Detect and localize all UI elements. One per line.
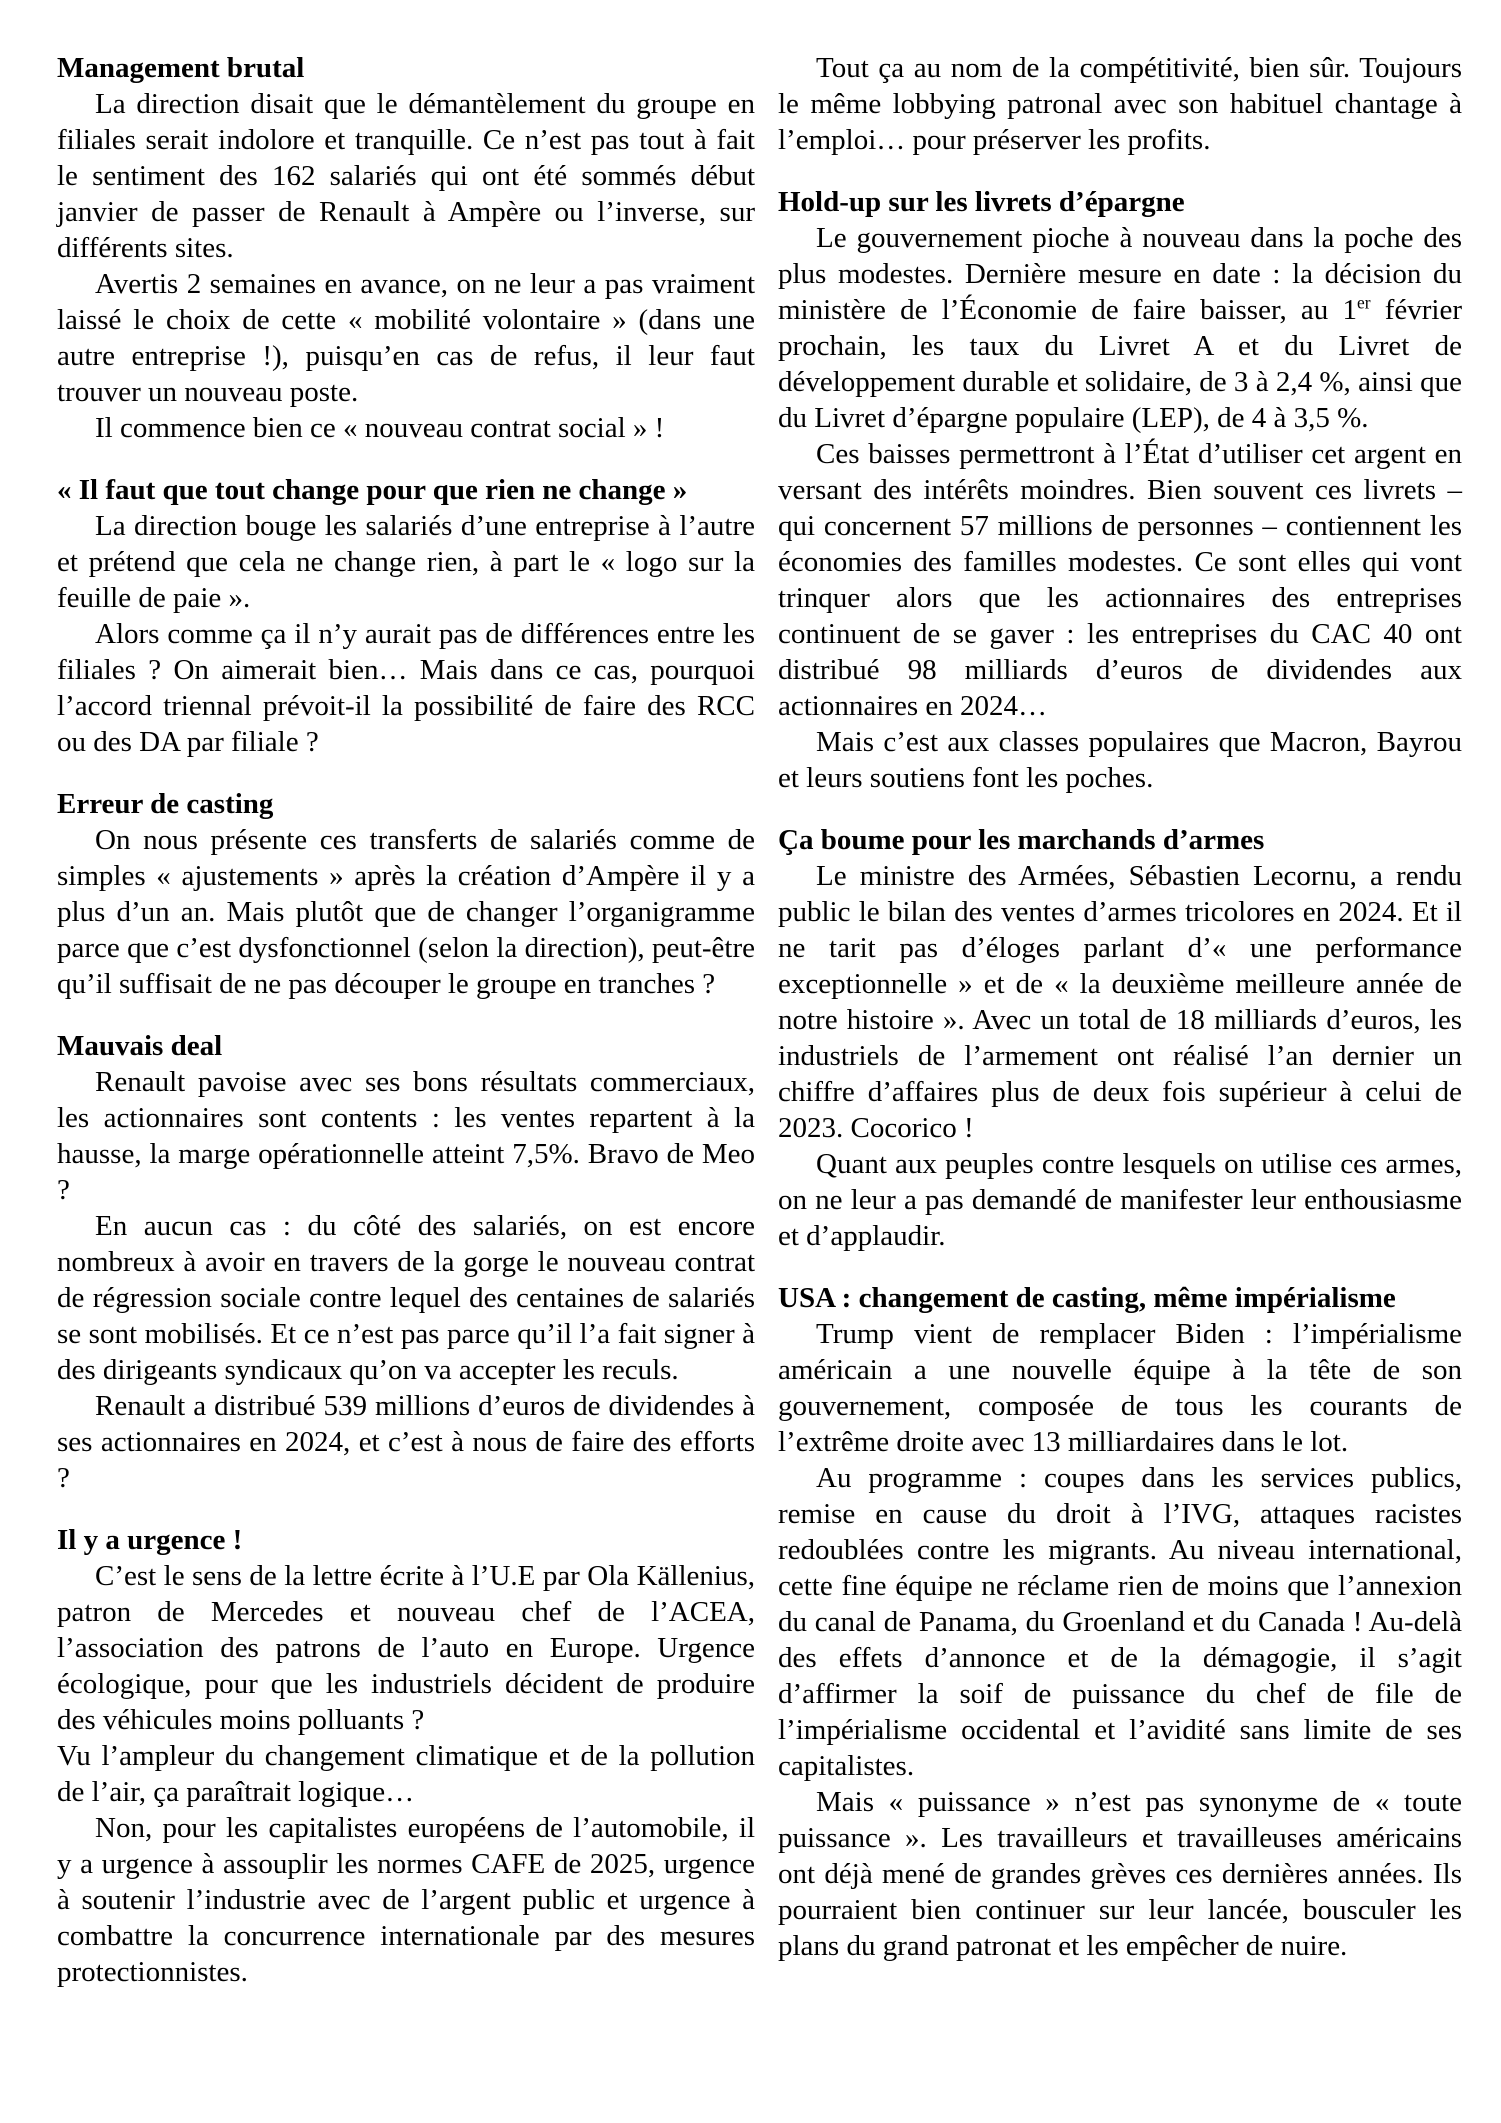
section-usa-changement-casting <box>778 1280 1462 1964</box>
paragraph: Tout ça au nom de la compétitivité, bien sûr. Toujours le même lobbying patronal avec son habituel chantage à l’emploi… pour préserver les profits. <box>778 52 1462 156</box>
section-ca-boume-marchands-armes <box>778 822 1462 1254</box>
paragraph: Il commence bien ce « nouveau contrat social » ! <box>95 412 665 444</box>
section-il-faut-que-tout-change <box>57 472 755 760</box>
section-heading: Hold-up sur les livrets d’épargne <box>778 186 1185 218</box>
section-hold-up-livrets-epargne <box>778 184 1462 796</box>
right-column <box>778 50 1462 2083</box>
section-heading: Erreur de casting <box>57 788 274 820</box>
section-heading: Il y a urgence ! <box>57 1524 243 1556</box>
paragraph: Non, pour les capitalistes européens de l’automobile, il y a urgence à assouplir les normes CAFE de 2025, urgence à soutenir l’industrie avec de l’argent public et urgence à combattre la concurrence internationale par des mesures protectionnistes. <box>57 1812 755 1988</box>
paragraph: Au programme : coupes dans les services publics, remise en cause du droit à l’IVG, attaques racistes redoublées contre les migrants. Au niveau international, cette fine équipe ne réclame rien de moins que l’annexion du canal de Panama, du Groenland et du Canada ! Au-delà des effets d’annonce et de la démagogie, il s’agit d’affirmer la soif de puissance du chef de file de l’impérialisme occidental et l’avidité sans limite de ses capitalistes. <box>778 1462 1462 1782</box>
paragraph: Mais c’est aux classes populaires que Macron, Bayrou et leurs soutiens font les poches. <box>778 726 1462 794</box>
paragraph: C’est le sens de la lettre écrite à l’U.E par Ola Källenius, patron de Mercedes et nouveau chef de l’ACEA, l’association des patrons de l’auto en Europe. Urgence écologique, pour que les industriels décident de produire des véhicules moins polluants ? <box>57 1560 755 1736</box>
paragraph-text-before-superscript: Le gouvernement pioche à nouveau dans la poche des plus modestes. Dernière mesure en date : la décision du ministère de l’Économie de faire baisser, au 1 <box>778 222 1462 326</box>
paragraph: Avertis 2 semaines en avance, on ne leur a pas vraiment laissé le choix de cette « mobilité volontaire » (dans une autre entreprise !), puisqu’en cas de refus, il leur faut trouver un nouveau poste. <box>57 268 755 408</box>
paragraph: Trump vient de remplacer Biden : l’impérialisme américain a une nouvelle équipe à la tête de son gouvernement, composée de tous les courants de l’extrême droite avec 13 milliardaires dans le lot. <box>778 1318 1462 1458</box>
section-heading: Mauvais deal <box>57 1030 223 1062</box>
section-competitivite-intro <box>778 50 1462 158</box>
section-management-brutal <box>57 50 755 446</box>
paragraph <box>778 220 1462 436</box>
paragraph: Mais « puissance » n’est pas synonyme de « toute puissance ». Les travailleurs et travailleuses américains ont déjà mené de grandes grèves ces dernières années. Ils pourraient bien continuer sur leur lancée, bousculer les plans du grand patronat et les empêcher de nuire. <box>778 1786 1462 1962</box>
paragraph: Quant aux peuples contre lesquels on utilise ces armes, on ne leur a pas demandé de manifester leur enthousiasme et d’applaudir. <box>778 1148 1462 1252</box>
paragraph: Le ministre des Armées, Sébastien Lecornu, a rendu public le bilan des ventes d’armes tricolores en 2024. Et il ne tarit pas d’éloges parlant d’« une performance exceptionnelle » et de « la deuxième meilleure année de notre histoire ». Avec un total de 18 milliards d’euros, les industriels de l’armement ont réalisé l’an dernier un chiffre d’affaires plus de deux fois supérieur à celui de 2023. Cocorico ! <box>778 860 1462 1144</box>
section-heading: USA : changement de casting, même impérialisme <box>778 1282 1396 1314</box>
section-heading: Ça boume pour les marchands d’armes <box>778 824 1265 856</box>
section-heading: « Il faut que tout change pour que rien ne change » <box>57 474 688 506</box>
paragraph: Vu l’ampleur du changement climatique et de la pollution de l’air, ça paraîtrait logique… <box>57 1740 755 1808</box>
section-il-y-a-urgence <box>57 1522 755 1990</box>
paragraph: Alors comme ça il n’y aurait pas de différences entre les filiales ? On aimerait bien… Mais dans ce cas, pourquoi l’accord triennal prévoit-il la possibilité de faire des RCC ou des DA par filiale ? <box>57 618 755 758</box>
paragraph: Renault a distribué 539 millions d’euros de dividendes à ses actionnaires en 2024, et c’est à nous de faire des efforts ? <box>57 1390 755 1494</box>
paragraph: On nous présente ces transferts de salariés comme de simples « ajustements » après la création d’Ampère il y a plus d’un an. Mais plutôt que de changer l’organigramme parce que c’est dysfonctionnel (selon la direction), peut-être qu’il suffisait de ne pas découper le groupe en tranches ? <box>57 824 755 1000</box>
paragraph: Ces baisses permettront à l’État d’utiliser cet argent en versant des intérêts moindres. Bien souvent ces livrets – qui concernent 57 millions de personnes – contiennent les économies des familles modestes. Ce sont elles qui vont trinquer alors que les actionnaires des entreprises continuent de se gaver : les entreprises du CAC 40 ont distribué 98 milliards d’euros de dividendes aux actionnaires en 2024… <box>778 438 1462 722</box>
paragraph: La direction bouge les salariés d’une entreprise à l’autre et prétend que cela ne change rien, à part le « logo sur la feuille de paie ». <box>57 510 755 614</box>
left-column <box>57 50 755 2083</box>
paragraph-text-after-superscript: février prochain, les taux du Livret A et du Livret de développement durable et solidaire, de 3 à 2,4 %, ainsi que du Livret d’épargne populaire (LEP), de 4 à 3,5 %. <box>778 294 1462 434</box>
section-mauvais-deal <box>57 1028 755 1496</box>
section-erreur-de-casting <box>57 786 755 1002</box>
superscript-ordinal: er <box>1356 292 1371 313</box>
paragraph: En aucun cas : du côté des salariés, on est encore nombreux à avoir en travers de la gorge le nouveau contrat de régression sociale contre lequel des centaines de salariés se sont mobilisés. Et ce n’est pas parce qu’il l’a fait signer à des dirigeants syndicaux qu’on va accepter les reculs. <box>57 1210 755 1386</box>
paragraph: La direction disait que le démantèlement du groupe en filiales serait indolore et tranquille. Ce n’est pas tout à fait le sentiment des 162 salariés qui ont été sommés début janvier de passer de Renault à Ampère ou l’inverse, sur différents sites. <box>57 88 755 264</box>
section-heading: Management brutal <box>57 52 305 84</box>
paragraph: Renault pavoise avec ses bons résultats commerciaux, les actionnaires sont contents : les ventes repartent à la hausse, la marge opérationnelle atteint 7,5%. Bravo de Meo ? <box>57 1066 755 1206</box>
